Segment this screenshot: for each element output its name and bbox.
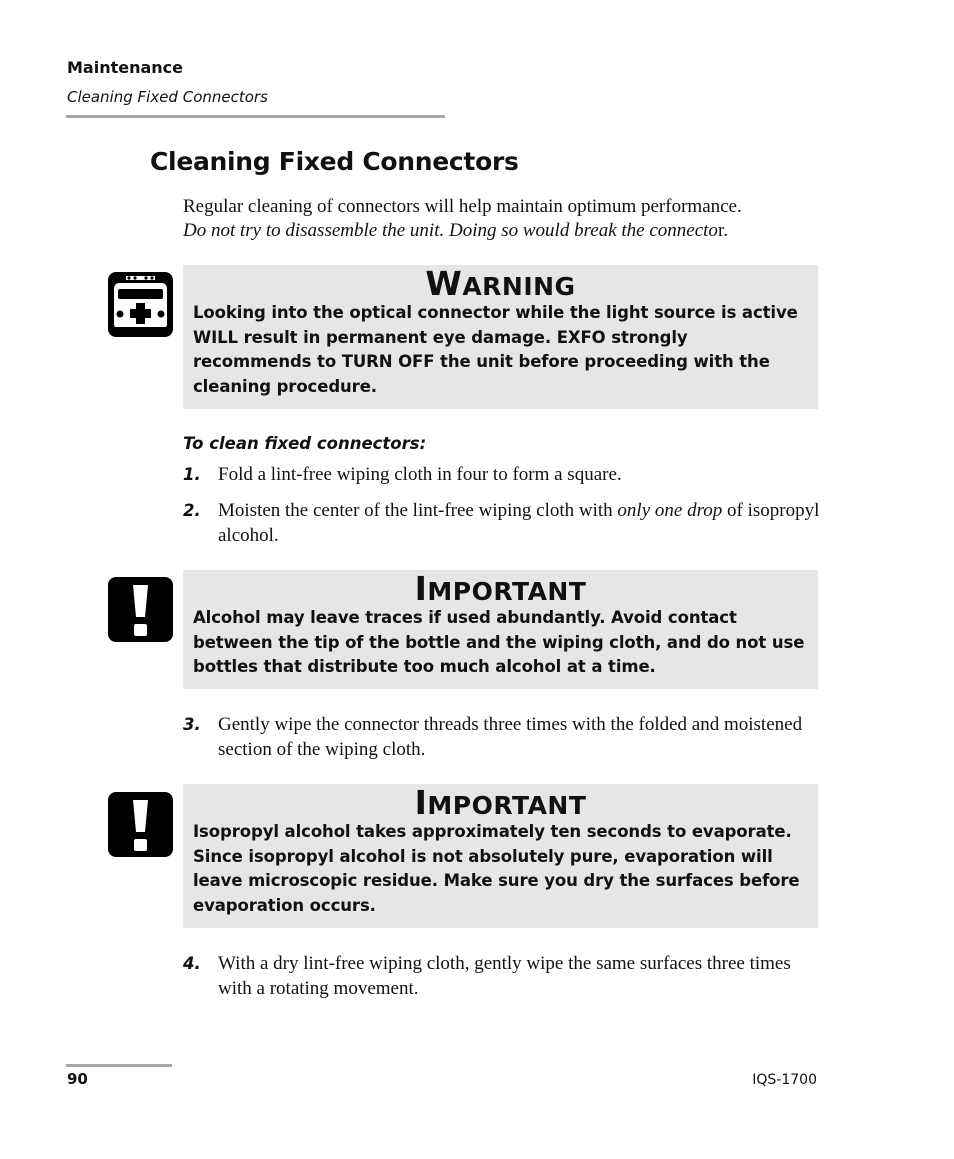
- intro-line-2-italic: Do not try to disassemble the unit. Doing so would break the connecto: [183, 220, 718, 241]
- step-2-number: 2.: [183, 501, 201, 520]
- important-box-2: [183, 784, 818, 928]
- ambulance-icon: [107, 271, 174, 338]
- important-1-title: [193, 570, 808, 606]
- page-number: 90: [67, 1070, 88, 1088]
- important-1-title-rest: MPORTANT: [427, 577, 587, 606]
- intro-line-2-tail: r.: [717, 220, 728, 241]
- step-3-text: Gently wipe the connector threads three times with the folded and moistened section of the wiping cloth.: [218, 714, 803, 760]
- exclamation-icon: [107, 576, 174, 643]
- step-3: [183, 712, 823, 762]
- step-1-text: Fold a lint-free wiping cloth in four to form a square.: [218, 464, 622, 485]
- intro-line-1: Regular cleaning of connectors will help maintain optimum performance.: [183, 196, 742, 217]
- step-2-text-before: Moisten the center of the lint-free wiping cloth with: [218, 500, 618, 521]
- step-4-text: With a dry lint-free wiping cloth, gently wipe the same surfaces three times with a rotating movement.: [218, 953, 791, 999]
- important-2-title-rest: MPORTANT: [427, 791, 587, 820]
- warning-title-rest: ARNING: [462, 272, 576, 301]
- step-2: [183, 498, 823, 548]
- footer-rule: [66, 1064, 172, 1067]
- running-header-subsection: Cleaning Fixed Connectors: [67, 88, 268, 106]
- important-box-1: [183, 570, 818, 689]
- intro-line-2: [183, 219, 833, 243]
- important-2-title: [193, 784, 808, 820]
- step-2-text-italic: only one drop: [617, 500, 723, 521]
- important-1-body: Alcohol may leave traces if used abundantly. Avoid contact between the tip of the bottle and the wiping cloth, and do not use bottles that distribute too much alcohol at a time.: [193, 608, 805, 676]
- warning-box: [183, 265, 818, 409]
- step-3-number: 3.: [183, 715, 201, 734]
- intro-paragraph: [183, 195, 833, 243]
- warning-body: Looking into the optical connector while the light source is active WILL result in permanent eye damage. EXFO strongly recommends to TURN OFF the unit before proceeding with the cleaning procedure.: [193, 303, 798, 396]
- important-2-title-first-letter: I: [414, 783, 428, 822]
- step-1-number: 1.: [183, 465, 201, 484]
- page-title: Cleaning Fixed Connectors: [150, 147, 519, 176]
- important-2-body: Isopropyl alcohol takes approximately ten seconds to evaporate. Since isopropyl alcohol is not absolutely pure, evaporation will leave microscopic residue. Make sure you dry the surfaces before evaporation occurs.: [193, 822, 800, 915]
- step-2-text: [218, 498, 823, 548]
- warning-title-first-letter: W: [425, 264, 463, 303]
- warning-title: [193, 265, 808, 301]
- step-1: [183, 462, 823, 487]
- document-id: IQS-1700: [752, 1072, 817, 1088]
- running-header: [67, 58, 268, 107]
- step-4: [183, 951, 823, 1001]
- step-4-number: 4.: [183, 954, 201, 973]
- exclamation-icon: [107, 791, 174, 858]
- step-2-text-after: of isopropyl alcohol.: [218, 500, 820, 546]
- procedure-title: To clean fixed connectors:: [183, 434, 427, 453]
- important-1-title-first-letter: I: [414, 569, 428, 608]
- running-header-section: Maintenance: [67, 58, 184, 77]
- header-rule: [66, 115, 445, 118]
